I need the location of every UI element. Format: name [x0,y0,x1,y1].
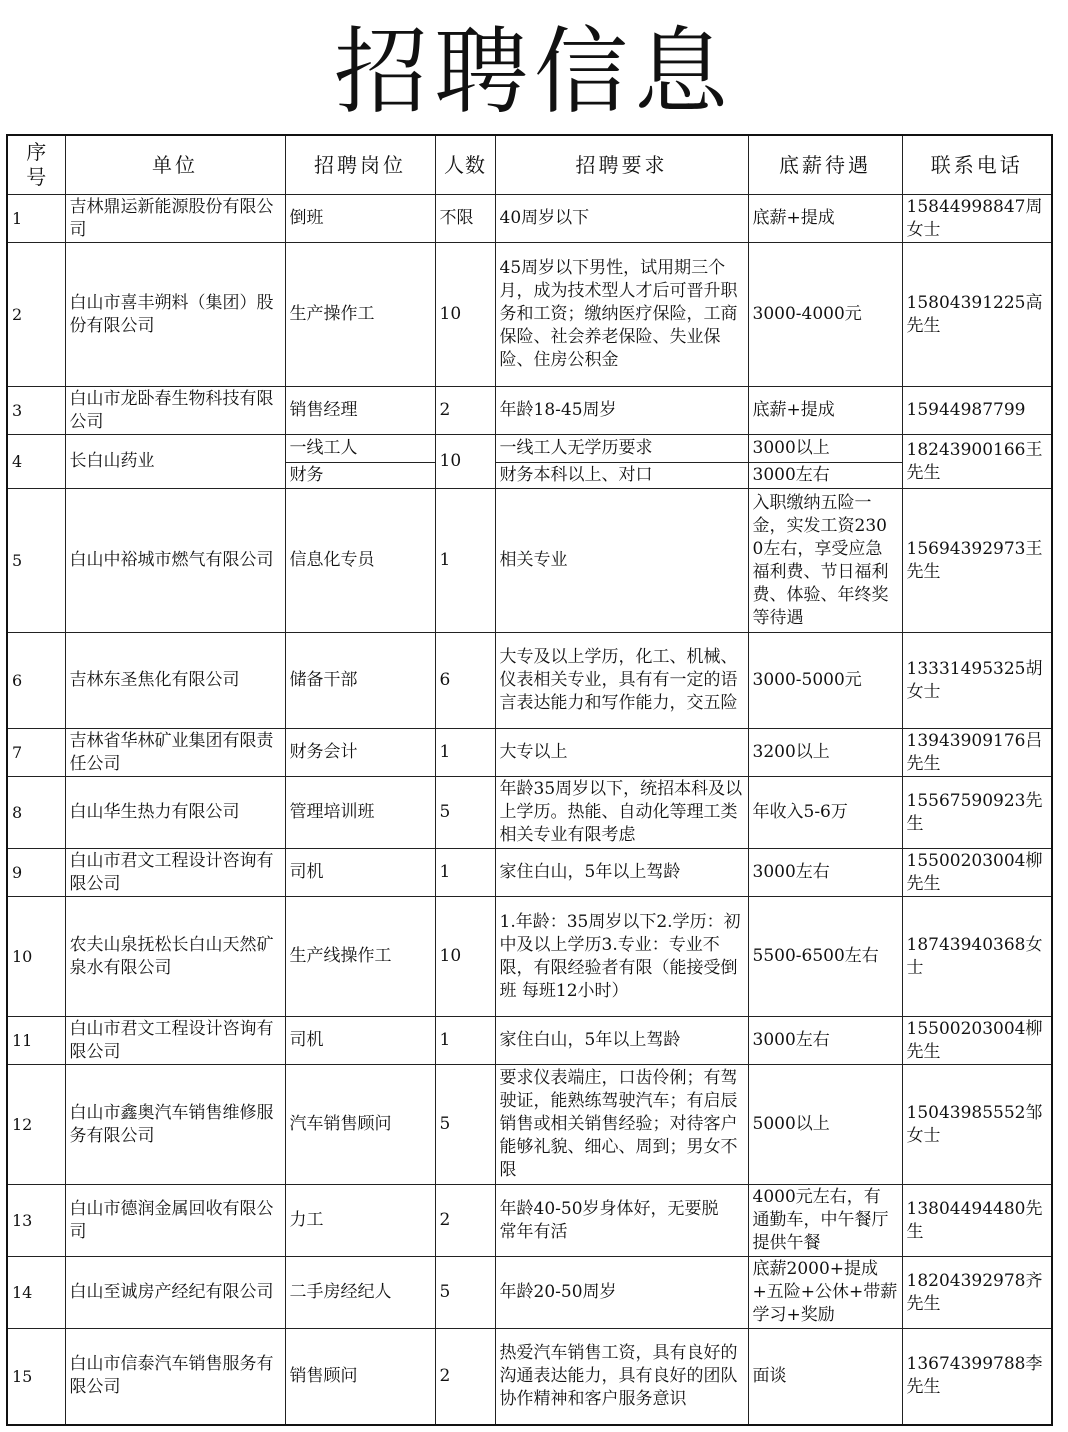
cell-count: 5 [435,1257,495,1329]
cell-salary: 3000左右 [748,849,902,897]
cell-idx: 15 [7,1329,65,1425]
cell-idx: 10 [7,897,65,1017]
cell-idx: 1 [7,195,65,243]
cell-requirements: 年龄18-45周岁 [495,387,748,435]
cell-idx: 5 [7,489,65,633]
cell-salary: 4000元左右，有通勤车，中午餐厅提供午餐 [748,1185,902,1257]
cell-requirements: 年龄20-50周岁 [495,1257,748,1329]
cell-idx: 2 [7,243,65,387]
cell-position: 生产操作工 [285,243,435,387]
cell-contact: 15500203004柳先生 [902,1017,1052,1065]
cell-company: 白山市喜丰朔料（集团）股份有限公司 [65,243,285,387]
table-row [7,777,1052,849]
cell-count: 2 [435,387,495,435]
cell-requirements: 45周岁以下男性，试用期三个月，成为技术型人才后可晋升职务和工资；缴纳医疗保险，工商保险、社会养老保险、失业保险、住房公积金 [495,243,748,387]
cell-position: 信息化专员 [285,489,435,633]
cell-idx: 9 [7,849,65,897]
cell-requirements: 家住白山，5年以上驾龄 [495,849,748,897]
table-row [7,1257,1052,1329]
cell-count: 1 [435,849,495,897]
cell-count: 2 [435,1185,495,1257]
table-row [7,633,1052,729]
cell-requirements: 热爱汽车销售工资，具有良好的沟通表达能力，具有良好的团队协作精神和客户服务意识 [495,1329,748,1425]
cell-company: 吉林省华林矿业集团有限责任公司 [65,729,285,777]
cell-salary: 3000左右 [748,463,902,489]
header-position: 招聘岗位 [285,135,435,195]
cell-position: 司机 [285,1017,435,1065]
cell-requirements: 财务本科以上、对口 [495,463,748,489]
cell-salary: 底薪+提成 [748,387,902,435]
cell-company: 农夫山泉抚松长白山天然矿泉水有限公司 [65,897,285,1017]
header-idx: 序号 [7,135,65,195]
cell-contact: 15500203004柳先生 [902,849,1052,897]
header-company: 单位 [65,135,285,195]
cell-requirements: 要求仪表端庄，口齿伶俐；有驾驶证，能熟练驾驶汽车；有启辰销售或相关销售经验；对待客户能够礼貌、细心、周到；男女不限 [495,1065,748,1185]
header-count: 人数 [435,135,495,195]
cell-position: 储备干部 [285,633,435,729]
cell-salary: 底薪+提成 [748,195,902,243]
cell-contact: 15043985552邹女士 [902,1065,1052,1185]
cell-company: 吉林鼎运新能源股份有限公司 [65,195,285,243]
cell-idx: 14 [7,1257,65,1329]
cell-position: 司机 [285,849,435,897]
cell-position: 财务 [285,463,435,489]
table-row [7,1065,1052,1185]
cell-position: 力工 [285,1185,435,1257]
table-row [7,897,1052,1017]
cell-contact: 13943909176吕先生 [902,729,1052,777]
cell-contact: 13674399788李先生 [902,1329,1052,1425]
table-row [7,1017,1052,1065]
cell-company: 白山市德润金属回收有限公司 [65,1185,285,1257]
table-row [7,1185,1052,1257]
cell-requirements: 40周岁以下 [495,195,748,243]
cell-company: 白山市君文工程设计咨询有限公司 [65,849,285,897]
cell-contact: 15804391225高先生 [902,243,1052,387]
cell-count: 5 [435,777,495,849]
cell-position: 生产线操作工 [285,897,435,1017]
table-row [7,849,1052,897]
cell-salary: 3200以上 [748,729,902,777]
cell-position: 二手房经纪人 [285,1257,435,1329]
cell-company: 白山市君文工程设计咨询有限公司 [65,1017,285,1065]
cell-requirements: 1.年龄：35周岁以下2.学历：初中及以上学历3.专业：专业不限，有限经验者有限（能接受倒班 每班12小时） [495,897,748,1017]
cell-company: 吉林东圣焦化有限公司 [65,633,285,729]
cell-salary: 面谈 [748,1329,902,1425]
cell-requirements: 年龄35周岁以下，统招本科及以上学历。热能、自动化等理工类相关专业有限考虑 [495,777,748,849]
cell-count: 5 [435,1065,495,1185]
cell-salary: 3000左右 [748,1017,902,1065]
cell-salary: 3000以上 [748,435,902,463]
header-salary: 底薪待遇 [748,135,902,195]
cell-count: 10 [435,435,495,489]
cell-salary: 底薪2000+提成+五险+公休+带薪学习+奖励 [748,1257,902,1329]
cell-company: 白山市龙卧春生物科技有限公司 [65,387,285,435]
cell-requirements: 大专及以上学历，化工、机械、仪表相关专业，具有有一定的语言表达能力和写作能力，交五险 [495,633,748,729]
cell-position: 销售顾问 [285,1329,435,1425]
cell-count: 2 [435,1329,495,1425]
cell-requirements: 一线工人无学历要求 [495,435,748,463]
cell-company: 白山华生热力有限公司 [65,777,285,849]
cell-company: 长白山药业 [65,435,285,489]
cell-requirements: 相关专业 [495,489,748,633]
cell-count: 1 [435,489,495,633]
cell-company: 白山市信泰汽车销售服务有限公司 [65,1329,285,1425]
cell-salary: 5000以上 [748,1065,902,1185]
cell-company: 白山市鑫奥汽车销售维修服务有限公司 [65,1065,285,1185]
cell-idx: 4 [7,435,65,489]
cell-count: 1 [435,729,495,777]
cell-contact: 13804494480先生 [902,1185,1052,1257]
cell-contact: 15844998847周女士 [902,195,1052,243]
table-row [7,435,1052,463]
page-title: 招聘信息 [333,18,734,127]
cell-company: 白山至诚房产经纪有限公司 [65,1257,285,1329]
cell-position: 一线工人 [285,435,435,463]
cell-company: 白山中裕城市燃气有限公司 [65,489,285,633]
cell-requirements: 大专以上 [495,729,748,777]
cell-idx: 13 [7,1185,65,1257]
cell-idx: 3 [7,387,65,435]
cell-contact: 18204392978齐先生 [902,1257,1052,1329]
cell-count: 6 [435,633,495,729]
cell-salary: 入职缴纳五险一金，实发工资2300左右，享受应急福利费、节日福利费、体验、年终奖等待遇 [748,489,902,633]
cell-contact: 13331495325胡女士 [902,633,1052,729]
cell-count: 10 [435,243,495,387]
cell-idx: 6 [7,633,65,729]
cell-count: 1 [435,1017,495,1065]
cell-salary: 3000-5000元 [748,633,902,729]
cell-position: 汽车销售顾问 [285,1065,435,1185]
cell-position: 销售经理 [285,387,435,435]
cell-salary: 3000-4000元 [748,243,902,387]
table-row [7,729,1052,777]
cell-contact: 15694392973王先生 [902,489,1052,633]
cell-idx: 8 [7,777,65,849]
header-requirements: 招聘要求 [495,135,748,195]
cell-idx: 11 [7,1017,65,1065]
cell-contact: 18243900166王先生 [902,435,1052,489]
cell-count: 不限 [435,195,495,243]
cell-count: 10 [435,897,495,1017]
header-contact: 联系电话 [902,135,1052,195]
cell-requirements: 家住白山，5年以上驾龄 [495,1017,748,1065]
cell-contact: 15944987799 [902,387,1052,435]
cell-requirements: 年龄40-50岁身体好，无要脱 常年有活 [495,1185,748,1257]
cell-salary: 年收入5-6万 [748,777,902,849]
cell-position: 倒班 [285,195,435,243]
table-row [7,195,1052,243]
job-table [6,134,1053,1426]
table-row [7,387,1052,435]
cell-contact: 18743940368女士 [902,897,1052,1017]
table-row [7,243,1052,387]
cell-contact: 15567590923先生 [902,777,1052,849]
cell-idx: 12 [7,1065,65,1185]
cell-position: 管理培训班 [285,777,435,849]
table-row [7,489,1052,633]
cell-position: 财务会计 [285,729,435,777]
cell-salary: 5500-6500左右 [748,897,902,1017]
table-row [7,1329,1052,1425]
cell-idx: 7 [7,729,65,777]
table-header-row [7,135,1052,195]
